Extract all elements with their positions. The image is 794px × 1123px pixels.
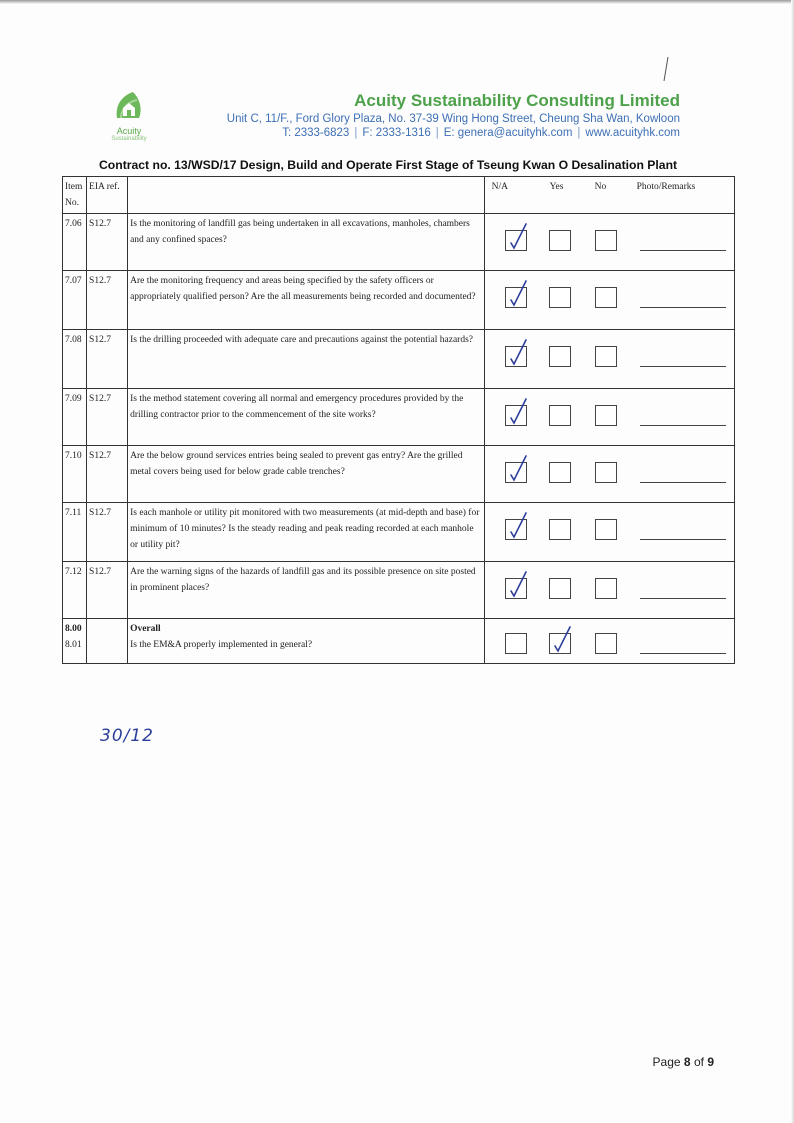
pen-stroke-mark: [660, 55, 680, 85]
item-number: 7.07: [63, 271, 87, 330]
overall-question: Is the EM&A properly implemented in general?: [130, 640, 313, 650]
header-photo-remarks: Photo/Remarks: [636, 182, 696, 192]
header-answers: [484, 177, 734, 214]
checkbox-yes[interactable]: [549, 519, 571, 540]
remarks-line[interactable]: [640, 653, 726, 654]
question-text: Is the drilling proceeded with adequate care and precautions against the potential hazards?: [128, 330, 485, 389]
checkmark-icon: [504, 569, 532, 599]
checkbox-no[interactable]: [595, 346, 617, 367]
item-number: 7.09: [63, 389, 87, 446]
table-row: [63, 389, 735, 446]
item-number: 7.10: [63, 446, 87, 503]
checkbox-no[interactable]: [595, 578, 617, 599]
company-name: Acuity Sustainability Consulting Limited: [354, 91, 680, 110]
checkmark-icon: [548, 624, 576, 654]
checkbox-yes[interactable]: [549, 346, 571, 367]
table-header-row: [63, 177, 735, 214]
handwritten-date: 30/12: [100, 726, 154, 746]
eia-ref: S12.7: [87, 562, 128, 619]
question-text: Are the monitoring frequency and areas being specified by the safety officers or appropriately qualified person? Are the all measurements being recorded and documented?: [128, 271, 485, 330]
header-yes: Yes: [549, 182, 564, 192]
table-row: [63, 330, 735, 389]
checkbox-yes[interactable]: [549, 462, 571, 483]
checkmark-icon: [504, 396, 532, 426]
table-row: [63, 271, 735, 330]
checkmark-icon: [504, 510, 532, 540]
table-row: [63, 214, 735, 271]
remarks-line[interactable]: [640, 307, 726, 308]
eia-ref: S12.7: [87, 214, 128, 271]
overall-eia-ref: [87, 619, 128, 664]
checkbox-yes[interactable]: [549, 578, 571, 599]
checkbox-yes[interactable]: [549, 230, 571, 251]
header-na: N/A: [491, 182, 508, 192]
remarks-line[interactable]: [640, 366, 726, 367]
checkbox-na[interactable]: [505, 346, 527, 367]
page-number: Page 8 of 9: [652, 1055, 714, 1069]
remarks-line[interactable]: [640, 425, 726, 426]
company-fax: F: 2333-1316: [362, 127, 431, 139]
checkbox-na[interactable]: [505, 578, 527, 599]
header-item-no: Item No.: [63, 177, 87, 214]
page-current: 8: [683, 1055, 691, 1069]
eia-ref: S12.7: [87, 446, 128, 503]
remarks-line[interactable]: [640, 539, 726, 540]
checkbox-na[interactable]: [505, 230, 527, 251]
company-header: [227, 90, 680, 140]
company-logo: [98, 88, 160, 143]
page-total: 9: [707, 1055, 714, 1069]
answer-cell: [484, 446, 734, 503]
eia-ref: S12.7: [87, 503, 128, 562]
checkmark-icon: [504, 337, 532, 367]
table-row: [63, 446, 735, 503]
overall-section-title: Overall: [130, 624, 161, 634]
checklist-table: [62, 176, 735, 664]
question-text: Are the warning signs of the hazards of landfill gas and its possible presence on site posted in prominent places?: [128, 562, 485, 619]
overall-section-no: 8.00: [65, 624, 82, 634]
remarks-line[interactable]: [640, 598, 726, 599]
logo-subtitle: Sustainability: [111, 136, 147, 142]
house-leaf-icon: [109, 88, 149, 124]
checkbox-na[interactable]: [505, 462, 527, 483]
header-eia-ref: EIA ref.: [87, 177, 128, 214]
checkbox-na[interactable]: [505, 405, 527, 426]
checkmark-icon: [504, 278, 532, 308]
remarks-line[interactable]: [640, 250, 726, 251]
header-question: [128, 177, 485, 214]
overall-item-number: 8.01: [65, 640, 82, 650]
item-number: 7.12: [63, 562, 87, 619]
scan-shadow-top: [0, 0, 794, 4]
checkbox-yes[interactable]: [549, 287, 571, 308]
checkbox-no[interactable]: [595, 633, 617, 654]
company-email: E: genera@acuityhk.com: [443, 127, 573, 139]
checkbox-na[interactable]: [505, 633, 527, 654]
answer-cell: [484, 330, 734, 389]
overall-question-cell: [128, 619, 485, 664]
company-contact: T: 2333-6823 | F: 2333-1316 | E: genera@acuityhk.com | www.acuityhk.com: [282, 127, 680, 139]
checkmark-icon: [504, 221, 532, 251]
overall-row: [63, 619, 735, 664]
question-text: Is the monitoring of landfill gas being undertaken in all excavations, manholes, chambers and any confined spaces?: [128, 214, 485, 271]
company-website: www.acuityhk.com: [585, 127, 680, 139]
question-text: Is the method statement covering all normal and emergency procedures provided by the drilling contractor prior to the commencement of the site works?: [128, 389, 485, 446]
header-no: No: [594, 182, 607, 192]
item-number: 7.11: [63, 503, 87, 562]
checkbox-yes[interactable]: [549, 633, 571, 654]
checkmark-icon: [504, 453, 532, 483]
checkbox-no[interactable]: [595, 287, 617, 308]
table-row: [63, 503, 735, 562]
contract-title: Contract no. 13/WSD/17 Design, Build and Operate First Stage of Tseung Kwan O Desalination Plant: [99, 158, 678, 172]
checkbox-no[interactable]: [595, 462, 617, 483]
answer-cell: [484, 271, 734, 330]
checkbox-no[interactable]: [595, 519, 617, 540]
answer-cell: [484, 562, 734, 619]
eia-ref: S12.7: [87, 271, 128, 330]
remarks-line[interactable]: [640, 482, 726, 483]
checkbox-na[interactable]: [505, 519, 527, 540]
eia-ref: S12.7: [87, 389, 128, 446]
logo-name: Acuity: [116, 126, 142, 136]
question-text: Are the below ground services entries being sealed to prevent gas entry? Are the grilled metal covers being used for below grade cable trenches?: [128, 446, 485, 503]
checkbox-na[interactable]: [505, 287, 527, 308]
overall-answer-cell: [484, 619, 734, 664]
item-number: 7.06: [63, 214, 87, 271]
overall-item-no: [63, 619, 87, 664]
checkbox-no[interactable]: [595, 230, 617, 251]
answer-cell: [484, 214, 734, 271]
answer-cell: [484, 389, 734, 446]
checkbox-no[interactable]: [595, 405, 617, 426]
checklist-rows: [63, 214, 735, 619]
question-text: Is each manhole or utility pit monitored with two measurements (at mid-depth and base) for minimum of 10 minutes? Is the steady reading and peak reading recorded at each manhole or utility pit?: [128, 503, 485, 562]
answer-cell: [484, 503, 734, 562]
item-number: 7.08: [63, 330, 87, 389]
company-phone: T: 2333-6823: [282, 127, 350, 139]
eia-ref: S12.7: [87, 330, 128, 389]
company-address: Unit C, 11/F., Ford Glory Plaza, No. 37-39 Wing Hong Street, Cheung Sha Wan, Kowloon: [226, 113, 680, 125]
checkbox-yes[interactable]: [549, 405, 571, 426]
table-row: [63, 562, 735, 619]
